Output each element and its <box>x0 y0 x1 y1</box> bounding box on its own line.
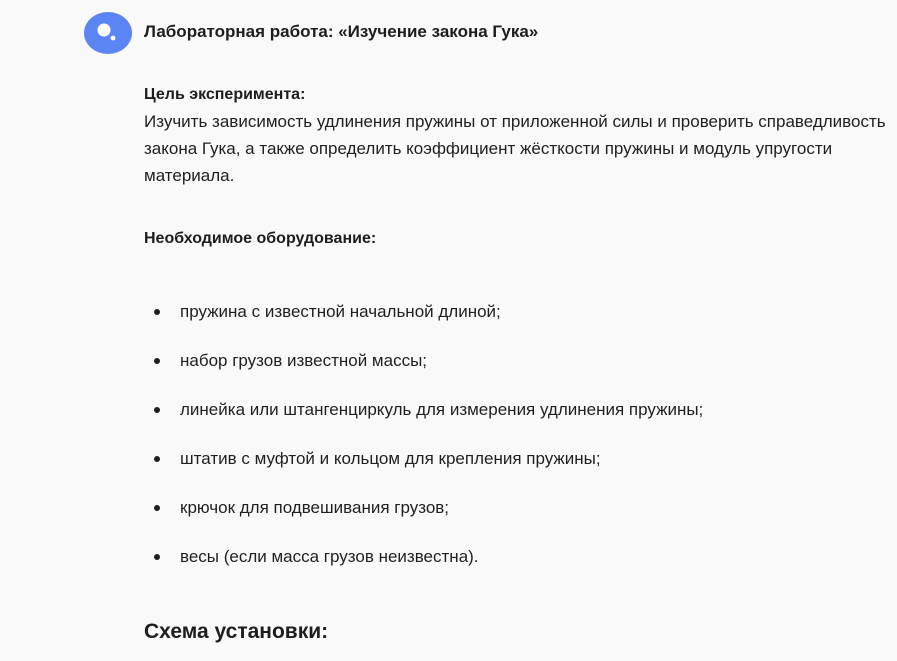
message-title: Лабораторная работа: «Изучение закона Гука» <box>144 22 539 41</box>
bullet-icon <box>154 554 160 560</box>
equipment-list <box>144 300 703 594</box>
list-item <box>144 545 703 594</box>
assistant-logo-icon <box>84 12 132 54</box>
goal-text: Изучить зависимость удлинения пружины от приложенной силы и проверить справедливость закона Гука, а также определить коэффициент жёсткости пружины и модуль упругости материала. <box>144 112 886 185</box>
equipment-label: Необходимое оборудование: <box>144 230 377 247</box>
list-item-text: пружина с известной начальной длиной; <box>180 302 501 321</box>
list-item <box>144 398 703 447</box>
setup-heading: Схема установки: <box>144 620 329 643</box>
list-item-text: набор грузов известной массы; <box>180 351 428 370</box>
bullet-icon <box>154 505 160 511</box>
list-item <box>144 349 703 398</box>
bullet-icon <box>154 407 160 413</box>
assistant-avatar-icon <box>84 12 132 54</box>
bullet-icon <box>154 309 160 315</box>
list-item <box>144 300 703 349</box>
bullet-icon <box>154 456 160 462</box>
list-item-text: линейка или штангенциркуль для измерения удлинения пружины; <box>180 400 704 419</box>
list-item <box>144 496 703 545</box>
list-item-text: крючок для подвешивания грузов; <box>180 498 450 517</box>
bullet-icon <box>154 358 160 364</box>
list-item-text: штатив с муфтой и кольцом для крепления пружины; <box>180 449 601 468</box>
list-item <box>144 447 703 496</box>
list-item-text: весы (если масса грузов неизвестна). <box>180 547 479 566</box>
goal-label: Цель эксперимента: <box>144 86 306 103</box>
